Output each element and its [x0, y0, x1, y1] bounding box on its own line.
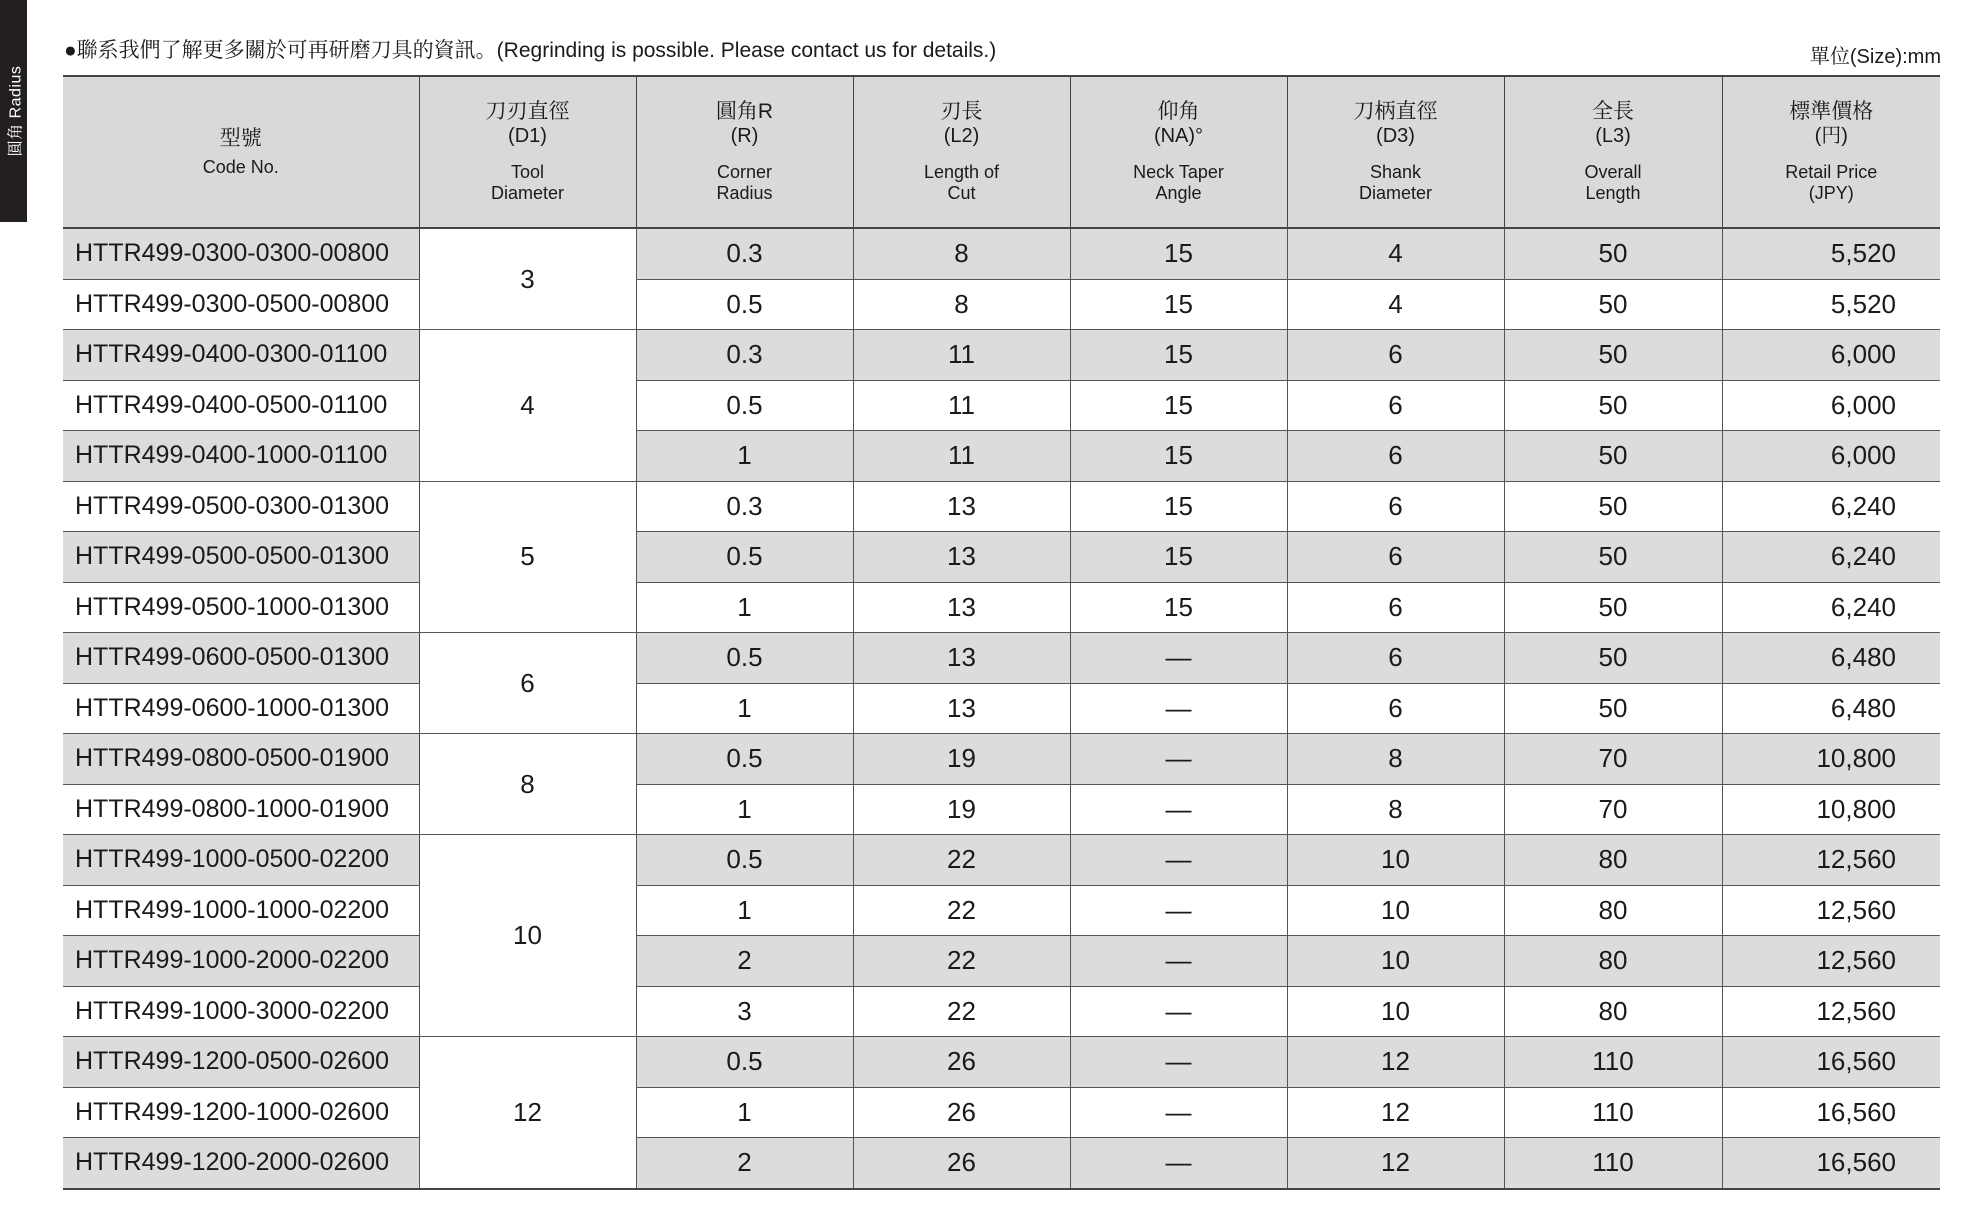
corner-radius-cell: 0.5 — [636, 279, 853, 330]
retail-price-cell: 16,560 — [1722, 1087, 1940, 1138]
overall-length-cell: 80 — [1504, 986, 1722, 1037]
corner-radius-cell: 1 — [636, 683, 853, 734]
header-zh: 仰角 — [1157, 100, 1200, 123]
section-tab-radius — [0, 0, 27, 222]
neck-taper-angle-cell: — — [1070, 784, 1287, 835]
table-row — [63, 330, 1940, 381]
code-no-cell: HTTR499-0600-1000-01300 — [63, 683, 419, 734]
col-code-no-header — [63, 76, 419, 228]
header-sym: (D3) — [1376, 125, 1415, 147]
retail-price-cell: 6,240 — [1722, 582, 1940, 633]
corner-radius-cell: 0.3 — [636, 228, 853, 279]
length-of-cut-cell: 26 — [853, 1087, 1070, 1138]
neck-taper-angle-cell: 15 — [1070, 582, 1287, 633]
shank-diameter-cell: 10 — [1287, 885, 1504, 936]
neck-taper-angle-cell: — — [1070, 1037, 1287, 1088]
tool-diameter-cell: 8 — [419, 734, 636, 835]
retail-price-cell: 12,560 — [1722, 936, 1940, 987]
header-en2: Diameter — [1358, 183, 1433, 203]
header-zh: 刀柄直徑 — [1353, 100, 1438, 123]
overall-length-cell: 50 — [1504, 633, 1722, 684]
table-row — [63, 1087, 1940, 1138]
code-no-cell: HTTR499-0800-0500-01900 — [63, 734, 419, 785]
header-sym: (L3) — [1595, 125, 1631, 147]
table-row — [63, 532, 1940, 583]
header-zh: 刀刃直徑 — [485, 100, 570, 123]
code-no-cell: HTTR499-0300-0500-00800 — [63, 279, 419, 330]
corner-radius-cell: 0.3 — [636, 330, 853, 381]
table-row — [63, 683, 1940, 734]
code-no-cell: HTTR499-0600-0500-01300 — [63, 633, 419, 684]
length-of-cut-cell: 13 — [853, 481, 1070, 532]
shank-diameter-cell: 6 — [1287, 683, 1504, 734]
shank-diameter-cell: 8 — [1287, 784, 1504, 835]
header-en2: Diameter — [490, 183, 565, 203]
corner-radius-cell: 0.5 — [636, 633, 853, 684]
header-en2: Radius — [716, 183, 773, 203]
tool-diameter-cell: 5 — [419, 481, 636, 633]
neck-taper-angle-cell: — — [1070, 683, 1287, 734]
neck-taper-angle-cell: — — [1070, 1138, 1287, 1189]
overall-length-cell: 50 — [1504, 228, 1722, 279]
overall-length-cell: 50 — [1504, 481, 1722, 532]
tool-diameter-cell: 4 — [419, 330, 636, 482]
header-zh: 型號 — [219, 126, 262, 150]
table-row — [63, 380, 1940, 431]
col-length-of-cut-header — [853, 76, 1070, 228]
code-no-cell: HTTR499-1000-0500-02200 — [63, 835, 419, 886]
length-of-cut-cell: 22 — [853, 835, 1070, 886]
overall-length-cell: 110 — [1504, 1087, 1722, 1138]
table-row — [63, 1138, 1940, 1189]
header-en: Shank — [1369, 162, 1422, 182]
overall-length-cell: 80 — [1504, 885, 1722, 936]
header-en2: Length — [1585, 183, 1641, 203]
header-en: Retail Price — [1785, 162, 1878, 182]
length-of-cut-cell: 22 — [853, 936, 1070, 987]
table-row — [63, 986, 1940, 1037]
corner-radius-cell: 1 — [636, 431, 853, 482]
neck-taper-angle-cell: 15 — [1070, 481, 1287, 532]
shank-diameter-cell: 6 — [1287, 481, 1504, 532]
table-row — [63, 279, 1940, 330]
overall-length-cell: 50 — [1504, 380, 1722, 431]
retail-price-cell: 10,800 — [1722, 734, 1940, 785]
neck-taper-angle-cell: — — [1070, 885, 1287, 936]
tool-diameter-cell: 3 — [419, 228, 636, 330]
tool-diameter-cell: 12 — [419, 1037, 636, 1189]
shank-diameter-cell: 12 — [1287, 1037, 1504, 1088]
shank-diameter-cell: 6 — [1287, 532, 1504, 583]
corner-radius-cell: 0.5 — [636, 734, 853, 785]
header-en: Code No. — [202, 156, 279, 177]
code-no-cell: HTTR499-0500-1000-01300 — [63, 582, 419, 633]
corner-radius-cell: 1 — [636, 784, 853, 835]
length-of-cut-cell: 13 — [853, 532, 1070, 583]
retail-price-cell: 6,240 — [1722, 532, 1940, 583]
overall-length-cell: 80 — [1504, 936, 1722, 987]
col-corner-radius-header — [636, 76, 853, 228]
shank-diameter-cell: 10 — [1287, 835, 1504, 886]
length-of-cut-cell: 22 — [853, 885, 1070, 936]
overall-length-cell: 70 — [1504, 734, 1722, 785]
col-overall-length-header — [1504, 76, 1722, 228]
neck-taper-angle-cell: 15 — [1070, 279, 1287, 330]
header-zh: 全長 — [1592, 100, 1634, 123]
unit-label: 單位(Size):mm — [1809, 46, 1941, 68]
code-no-cell: HTTR499-1000-3000-02200 — [63, 986, 419, 1037]
col-shank-diameter-header — [1287, 76, 1504, 228]
corner-radius-cell: 0.5 — [636, 532, 853, 583]
length-of-cut-cell: 22 — [853, 986, 1070, 1037]
overall-length-cell: 50 — [1504, 582, 1722, 633]
header-zh: 標準價格 — [1789, 100, 1874, 123]
length-of-cut-cell: 26 — [853, 1037, 1070, 1088]
header-sym: (NA)° — [1153, 125, 1204, 147]
retail-price-cell: 16,560 — [1722, 1037, 1940, 1088]
header-en: Neck Taper — [1133, 162, 1224, 182]
table-row — [63, 835, 1940, 886]
table-row — [63, 431, 1940, 482]
length-of-cut-cell: 11 — [853, 380, 1070, 431]
neck-taper-angle-cell: — — [1070, 936, 1287, 987]
shank-diameter-cell: 12 — [1287, 1087, 1504, 1138]
corner-radius-cell: 1 — [636, 582, 853, 633]
header-en2: Angle — [1155, 183, 1202, 203]
table-row — [63, 633, 1940, 684]
code-no-cell: HTTR499-0400-1000-01100 — [63, 431, 419, 482]
neck-taper-angle-cell: — — [1070, 734, 1287, 785]
overall-length-cell: 50 — [1504, 532, 1722, 583]
code-no-cell: HTTR499-1000-2000-02200 — [63, 936, 419, 987]
shank-diameter-cell: 8 — [1287, 734, 1504, 785]
table-row — [63, 582, 1940, 633]
neck-taper-angle-cell: — — [1070, 835, 1287, 886]
header-en: Length of — [923, 162, 1000, 182]
length-of-cut-cell: 13 — [853, 582, 1070, 633]
table-row — [63, 228, 1940, 279]
neck-taper-angle-cell: — — [1070, 986, 1287, 1037]
overall-length-cell: 50 — [1504, 431, 1722, 482]
code-no-cell: HTTR499-1000-1000-02200 — [63, 885, 419, 936]
neck-taper-angle-cell: — — [1070, 1087, 1287, 1138]
retail-price-cell: 6,480 — [1722, 633, 1940, 684]
corner-radius-cell: 3 — [636, 986, 853, 1037]
shank-diameter-cell: 6 — [1287, 633, 1504, 684]
code-no-cell: HTTR499-0400-0500-01100 — [63, 380, 419, 431]
col-tool-diameter-header — [419, 76, 636, 228]
retail-price-cell: 12,560 — [1722, 835, 1940, 886]
code-no-cell: HTTR499-0500-0300-01300 — [63, 481, 419, 532]
shank-diameter-cell: 10 — [1287, 936, 1504, 987]
shank-diameter-cell: 4 — [1287, 228, 1504, 279]
shank-diameter-cell: 12 — [1287, 1138, 1504, 1189]
code-no-cell: HTTR499-0800-1000-01900 — [63, 784, 419, 835]
corner-radius-cell: 0.5 — [636, 1037, 853, 1088]
code-no-cell: HTTR499-1200-0500-02600 — [63, 1037, 419, 1088]
overall-length-cell: 50 — [1504, 330, 1722, 381]
neck-taper-angle-cell: — — [1070, 633, 1287, 684]
length-of-cut-cell: 8 — [853, 279, 1070, 330]
overall-length-cell: 50 — [1504, 683, 1722, 734]
shank-diameter-cell: 6 — [1287, 582, 1504, 633]
length-of-cut-cell: 19 — [853, 734, 1070, 785]
corner-radius-cell: 1 — [636, 1087, 853, 1138]
table-row — [63, 481, 1940, 532]
retail-price-cell: 5,520 — [1722, 279, 1940, 330]
neck-taper-angle-cell: 15 — [1070, 380, 1287, 431]
retail-price-cell: 6,480 — [1722, 683, 1940, 734]
shank-diameter-cell: 6 — [1287, 380, 1504, 431]
length-of-cut-cell: 19 — [853, 784, 1070, 835]
retail-price-cell: 6,000 — [1722, 380, 1940, 431]
table-row — [63, 1037, 1940, 1088]
length-of-cut-cell: 13 — [853, 633, 1070, 684]
section-tab-label: 圓角 Radius — [7, 65, 24, 157]
retail-price-cell: 6,000 — [1722, 431, 1940, 482]
retail-price-cell: 16,560 — [1722, 1138, 1940, 1189]
retail-price-cell: 10,800 — [1722, 784, 1940, 835]
code-no-cell: HTTR499-0300-0300-00800 — [63, 228, 419, 279]
overall-length-cell: 50 — [1504, 279, 1722, 330]
table-body — [63, 228, 1940, 1189]
shank-diameter-cell: 10 — [1287, 986, 1504, 1037]
table-header — [63, 76, 1940, 228]
header-sym: (R) — [730, 125, 759, 147]
shank-diameter-cell: 4 — [1287, 279, 1504, 330]
header-en: Tool — [510, 162, 545, 182]
corner-radius-cell: 2 — [636, 936, 853, 987]
overall-length-cell: 110 — [1504, 1138, 1722, 1189]
table-row — [63, 734, 1940, 785]
table-row — [63, 784, 1940, 835]
code-no-cell: HTTR499-1200-1000-02600 — [63, 1087, 419, 1138]
header-en: Corner — [716, 162, 773, 182]
code-no-cell: HTTR499-1200-2000-02600 — [63, 1138, 419, 1189]
col-retail-price-header — [1722, 76, 1940, 228]
length-of-cut-cell: 26 — [853, 1138, 1070, 1189]
shank-diameter-cell: 6 — [1287, 431, 1504, 482]
corner-radius-cell: 0.5 — [636, 835, 853, 886]
overall-length-cell: 70 — [1504, 784, 1722, 835]
retail-price-cell: 5,520 — [1722, 228, 1940, 279]
length-of-cut-cell: 11 — [853, 431, 1070, 482]
header-en2: (JPY) — [1808, 183, 1854, 203]
length-of-cut-cell: 11 — [853, 330, 1070, 381]
shank-diameter-cell: 6 — [1287, 330, 1504, 381]
header-sym: (円) — [1814, 125, 1848, 147]
code-no-cell: HTTR499-0500-0500-01300 — [63, 532, 419, 583]
corner-radius-cell: 0.3 — [636, 481, 853, 532]
product-spec-table — [63, 75, 1940, 1190]
header-en2: Cut — [947, 183, 976, 203]
length-of-cut-cell: 8 — [853, 228, 1070, 279]
header-sym: (L2) — [943, 125, 980, 147]
neck-taper-angle-cell: 15 — [1070, 228, 1287, 279]
header-zh: 圓角R — [715, 100, 774, 123]
table-row — [63, 936, 1940, 987]
neck-taper-angle-cell: 15 — [1070, 431, 1287, 482]
corner-radius-cell: 1 — [636, 885, 853, 936]
retail-price-cell: 12,560 — [1722, 986, 1940, 1037]
overall-length-cell: 110 — [1504, 1037, 1722, 1088]
code-no-cell: HTTR499-0400-0300-01100 — [63, 330, 419, 381]
retail-price-cell: 12,560 — [1722, 885, 1940, 936]
retail-price-cell: 6,000 — [1722, 330, 1940, 381]
neck-taper-angle-cell: 15 — [1070, 532, 1287, 583]
corner-radius-cell: 2 — [636, 1138, 853, 1189]
retail-price-cell: 6,240 — [1722, 481, 1940, 532]
corner-radius-cell: 0.5 — [636, 380, 853, 431]
tool-diameter-cell: 10 — [419, 835, 636, 1037]
col-neck-taper-angle-header — [1070, 76, 1287, 228]
header-en: Overall — [1584, 162, 1642, 182]
neck-taper-angle-cell: 15 — [1070, 330, 1287, 381]
header-sym: (D1) — [508, 125, 547, 147]
tool-diameter-cell: 6 — [419, 633, 636, 734]
header-zh: 刃長 — [940, 100, 983, 123]
table-row — [63, 885, 1940, 936]
length-of-cut-cell: 13 — [853, 683, 1070, 734]
regrinding-notice: ●聯系我們了解更多關於可再研磨刀具的資訊。(Regrinding is possible. Please contact us for details.) — [64, 39, 997, 62]
overall-length-cell: 80 — [1504, 835, 1722, 886]
